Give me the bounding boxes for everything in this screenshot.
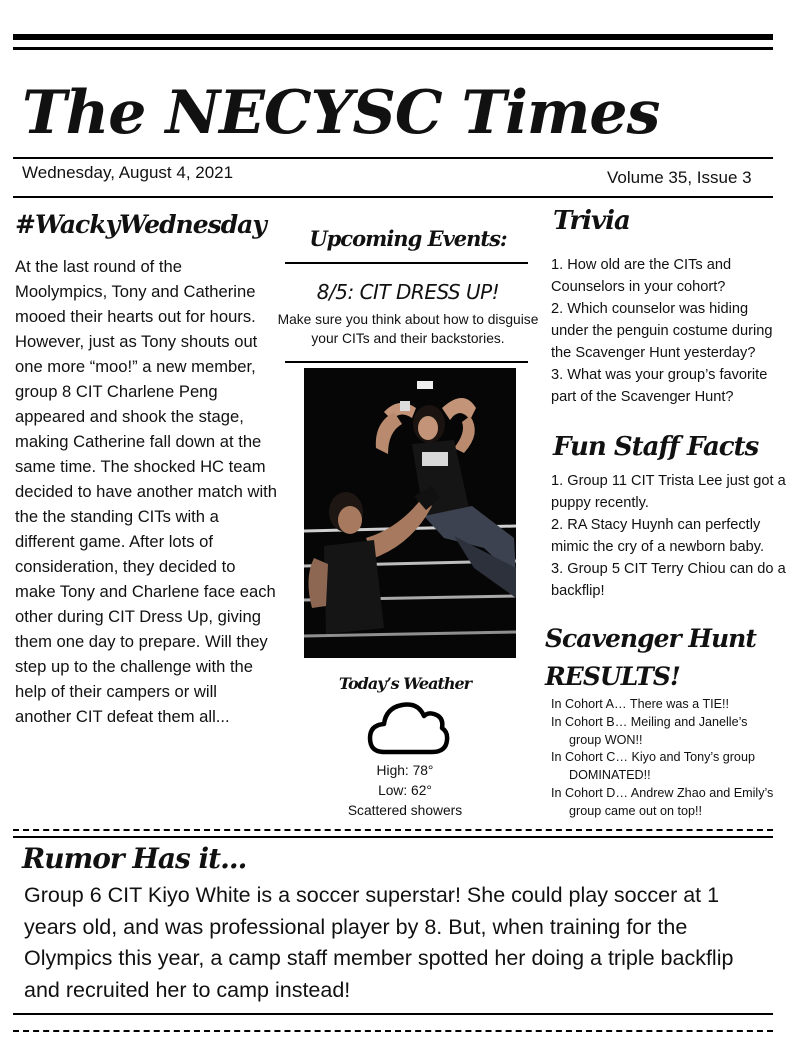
wrestling-photo-illustration — [304, 368, 516, 658]
cloud-icon — [366, 698, 450, 760]
staff-fact-item: 1. Group 11 CIT Trista Lee just got a puppy recently. — [551, 473, 786, 511]
trivia-item: 2. Which counselor was hiding under the penguin costume during the Scavenger Hunt yesterday? — [551, 301, 773, 361]
result-item: In Cohort C… Kiyo and Tony’s group DOMINATED!! — [551, 750, 755, 783]
weather-high: High: 78° — [376, 763, 434, 778]
result-item: In Cohort D… Andrew Zhao and Emily’s group came out on top!! — [551, 785, 774, 818]
staff-facts-heading: Fun Staff Facts — [553, 432, 759, 462]
masthead-rule-top-thin — [13, 47, 773, 50]
rumor-divider-top — [13, 829, 773, 831]
wacky-wednesday-heading: #WackyWednesday — [15, 210, 266, 239]
issue-volume: Volume 35, Issue 3 — [607, 168, 752, 187]
issue-date: Wednesday, August 4, 2021 — [22, 163, 234, 182]
wrestling-photo — [304, 368, 516, 658]
trivia-heading: Trivia — [553, 206, 630, 236]
weather-low: Low: 62° — [378, 783, 432, 798]
rumor-article: Group 6 CIT Kiyo White is a soccer superstar! She could play soccer at 1 years old, and was professional player by 8. But, when training for the Olympics this year, a camp staff member spotted her doing a triple backflip and recruited her to camp instead! — [24, 883, 734, 1002]
dateline-rule-bottom — [13, 196, 773, 198]
rumor-rule-top — [13, 836, 773, 838]
staff-facts-list — [551, 470, 787, 602]
trivia-list — [551, 254, 787, 408]
event-title: 8/5: CIT DRESS UP! — [316, 280, 500, 304]
scavenger-heading-line2: RESULTS! — [545, 662, 680, 691]
newspaper-title: The NECYSC Times — [22, 78, 660, 148]
upcoming-events-heading: Upcoming Events: — [309, 226, 507, 251]
weather-heading: Today’s Weather — [338, 674, 472, 693]
staff-fact-item: 3. Group 5 CIT Terry Chiou can do a backflip! — [551, 561, 786, 599]
trivia-item: 3. What was your group’s favorite part of the Scavenger Hunt? — [551, 367, 768, 405]
events-rule-top — [285, 262, 528, 264]
scavenger-heading-line1: Scavenger Hunt — [545, 624, 756, 653]
weather-description: Scattered showers — [347, 803, 463, 818]
staff-fact-item: 2. RA Stacy Huynh can perfectly mimic the cry of a newborn baby. — [551, 517, 765, 555]
scavenger-results-list — [551, 696, 781, 821]
rumor-heading: Rumor Has it... — [22, 842, 247, 875]
scavenger-results-heading — [545, 620, 756, 696]
wacky-wednesday-article: At the last round of the Moolympics, Tony and Catherine mooed their hearts out for hours. However, just as Tony shouts out one more “moo!” a new member, group 8 CIT Charlene Peng appeared and shook the stage, making Catherine fall down at the same time. The shocked HC team decided to have another match with the the standing CITs with a different game. After lots of consideration, they decided to make Tony and Charlene face each other during CIT Dress Up, giving them one day to prepare. Will they step up to the challenge with the help of their campers or will another CIT defeat them all... — [15, 257, 277, 726]
result-item: In Cohort A… There was a TIE!! — [551, 697, 730, 711]
rumor-divider-bottom — [13, 1030, 773, 1032]
result-item: In Cohort B… Meiling and Janelle’s group WON!! — [551, 714, 748, 747]
events-rule-bottom — [285, 361, 528, 363]
masthead-rule-top — [13, 34, 773, 40]
dateline-rule-top — [13, 157, 773, 159]
event-description: Make sure you think about how to disguise your CITs and their backstories. — [277, 312, 539, 346]
trivia-item: 1. How old are the CITs and Counselors in your cohort? — [551, 257, 732, 295]
rumor-rule-bottom — [13, 1013, 773, 1015]
